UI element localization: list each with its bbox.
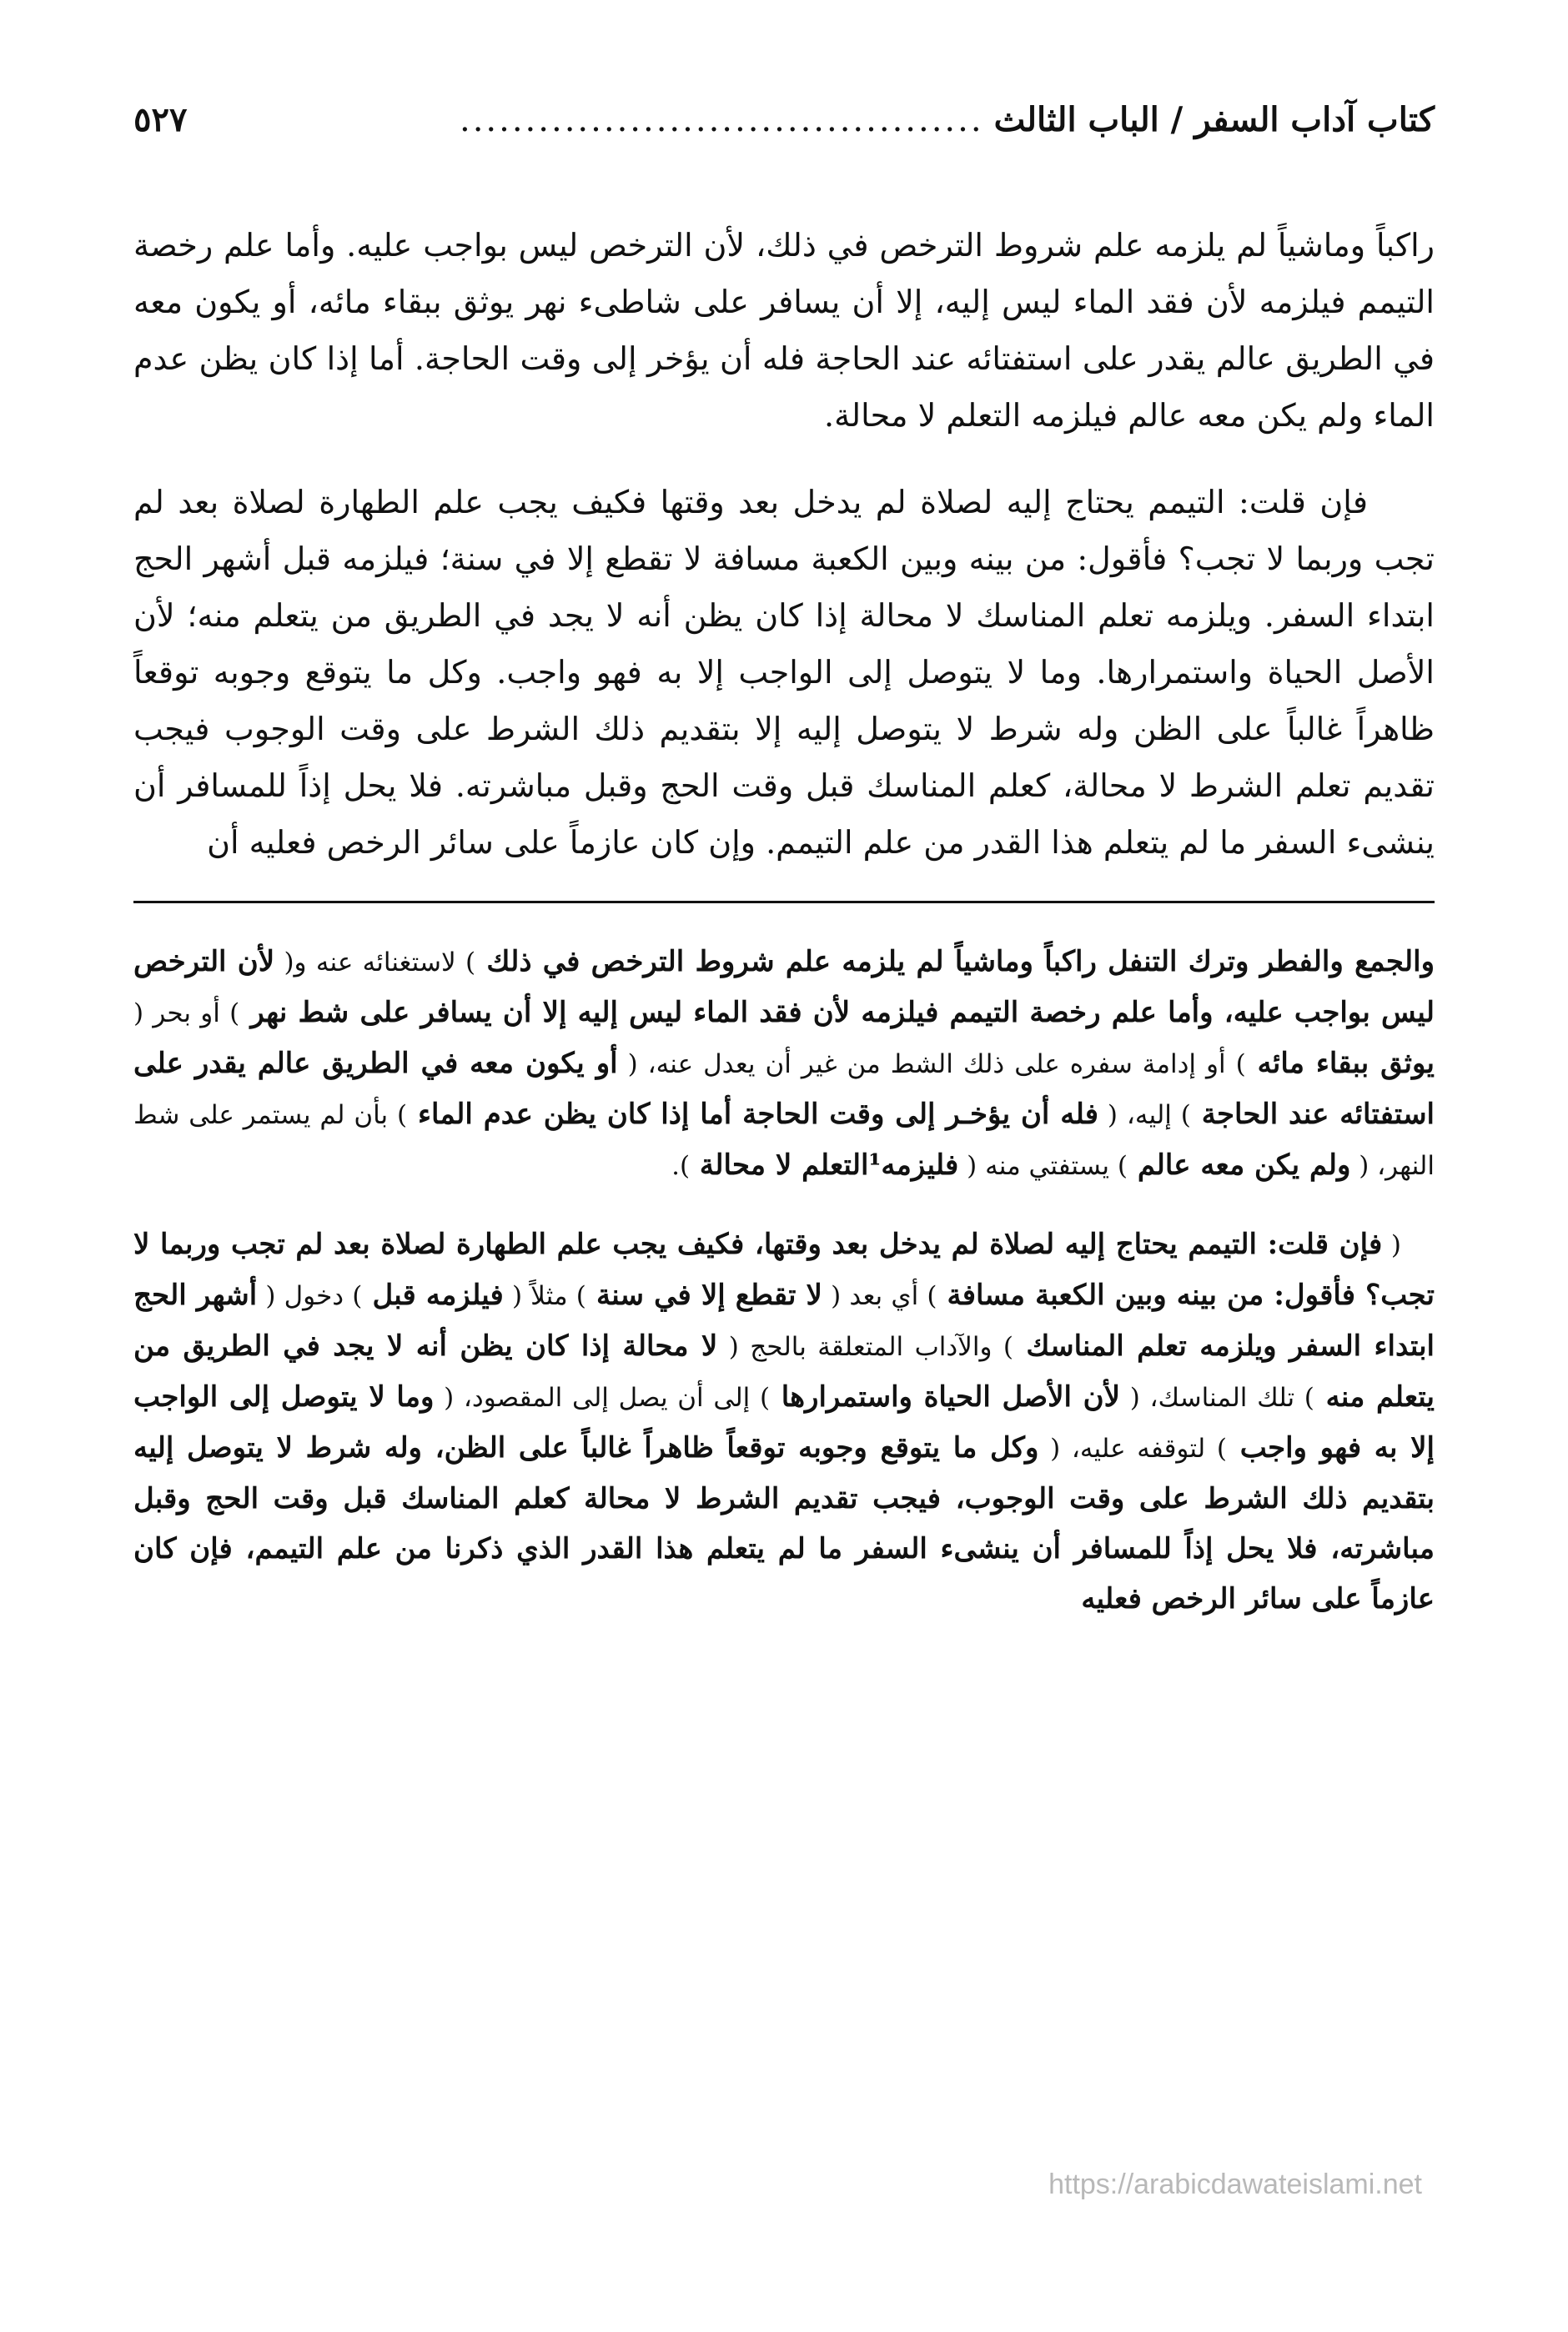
commentary-text: ) بأن لم يستمر على شط النهر، ( [133,1100,1435,1181]
commentary-section [133,937,1435,1624]
commentary-text: ) أو إدامة سفره على ذلك الشط من غير أن يعدل عنه، ( [617,1049,1246,1079]
commentary-text: ) دخول ( [257,1281,363,1311]
commentary-text: ( [1382,1230,1401,1260]
commentary-paragraph-2 [133,1219,1435,1624]
quoted-main-text: أشهر الحج ابتداء السفر ويلزمه تعلم المناسك [133,1279,1435,1363]
quoted-main-text: لأن الأصل الحياة واستمرارها [770,1380,1120,1414]
commentary-text: ) والآداب المتعلقة بالحج ( [717,1332,1013,1362]
quoted-main-text: أو يكون معه في الطريق عالم يقدر على استفتائه عند الحاجة [133,1047,1435,1131]
quoted-main-text: يوثق ببقاء مائه [1245,1047,1435,1080]
commentary-text: ). [671,1151,691,1181]
quoted-main-text: وما لا يتوصل إلى الواجب إلا به فهو واجب [133,1380,1435,1465]
main-text [133,217,1435,871]
commentary-text: ) تلك المناسك، ( [1120,1383,1314,1413]
commentary-paragraph-1 [133,937,1435,1191]
commentary-text: ) أو بحر ( [133,998,240,1028]
quoted-main-text: لا محالة إذا كان يظن أنه لا يجد في الطريق من يتعلم منه [133,1329,1435,1414]
quoted-main-text: فإن قلت: التيمم يحتاج إليه لصلاة لم يدخل بعد وقتها، فكيف يجب علم الطهارة لصلاة بعد لم تجب وربما لا تجب؟ فأقول: من بينه وبين الكعبة مسافة [133,1228,1435,1312]
header-leader-dots: ........................................ [459,101,984,139]
commentary-text: ) إلى أن يصل إلى المقصود، ( [434,1383,771,1413]
quoted-main-text: والجمع والفطر وترك التنفل راكباً وماشياً لم يلزمه علم شروط الترخص في ذلك [475,945,1435,978]
quoted-main-text: وكل ما يتوقع وجوبه توقعاً ظاهراً غالباً على الظن، وله شرط لا يتوصل إليه بتقديم ذلك الشرط على وقت الوجوب، فيجب تقديم الشرط لا محالة كعلم المناسك قبل وقت الحج وقبل مباشرته، فلا يحل إذاً للمسافر أن ينشىء السفر ما لم يتعلم هذا القدر الذي ذكرنا من علم التيمم، فإن كان عازماً على سائر الرخص فعليه [133,1431,1435,1616]
commentary-text: ) لتوقفه عليه، ( [1038,1434,1228,1464]
commentary-text: ) يستفتي منه ( [958,1151,1128,1181]
main-paragraph-1: راكباً وماشياً لم يلزمه علم شروط الترخص في ذلك، لأن الترخص ليس بواجب عليه. وأما علم رخصة التيمم فيلزمه لأن فقد الماء ليس إليه، إلا أن يسافر على شاطىء نهر يوثق ببقاء مائه، أو يكون معه في الطريق عالم يقدر على استفتائه عند الحاجة فله أن يؤخر إلى وقت الحاجة. أما إذا كان يظن عدم الماء ولم يكن معه عالم فيلزمه التعلم لا محالة. [133,227,1435,434]
watermark-url: https://arabicdawateislami.net [1048,2169,1422,2200]
page-number: ٥٢٧ [133,100,188,139]
main-paragraph-2: فإن قلت: التيمم يحتاج إليه لصلاة لم يدخل بعد وقتها فكيف يجب علم الطهارة لصلاة بعد لم تجب وربما لا تجب؟ فأقول: من بينه وبين الكعبة مسافة لا تقطع إلا في سنة؛ فيلزمه قبل أشهر الحج ابتداء السفر. ويلزمه تعلم المناسك لا محالة إذا كان يظن أنه لا يجد في الطريق من يتعلم منه؛ لأن الأصل الحياة واستمرارها. وما لا يتوصل إلى الواجب إلا به فهو واجب. وكل ما يتوقع وجوبه توقعاً ظاهراً غالباً على الظن وله شرط لا يتوصل إليه إلا بتقديم ذلك الشرط على وقت الوجوب فيجب تقديم تعلم الشرط لا محالة، كعلم المناسك قبل وقت الحج وقبل مباشرته. فلا يحل إذاً للمسافر أن ينشىء السفر ما لم يتعلم هذا القدر من علم التيمم. وإن كان عازماً على سائر الرخص فعليه أن [133,484,1435,861]
quoted-main-text: ولم يكن معه عالم [1128,1148,1351,1182]
quoted-main-text: لا تقطع إلا في سنة [585,1279,822,1312]
quoted-main-text: فيلزمه قبل [362,1279,504,1312]
separator-rule [133,901,1435,903]
quoted-main-text: فليزمه¹التعلم لا محالة [690,1148,959,1182]
quoted-main-text: فله أن يؤخـر إلى وقت الحاجة أما إذا كان يظن عدم الماء [407,1098,1098,1131]
commentary-text: ) مثلاً ( [503,1281,586,1311]
book-page [133,100,1435,1652]
commentary-text: ) لاستغنائه عنه و( [274,947,476,978]
commentary-text: ) أي بعد ( [822,1281,937,1311]
quoted-main-text: لأن الترخص ليس بواجب عليه، وأما علم رخصة التيمم فيلزمه لأن فقد الماء ليس إليه إلا أن يسافر على شط نهر [133,945,1435,1029]
commentary-text: ) إليه، ( [1098,1100,1191,1130]
header-title: كتاب آداب السفر / الباب الثالث [993,100,1435,139]
running-header [133,100,1435,158]
